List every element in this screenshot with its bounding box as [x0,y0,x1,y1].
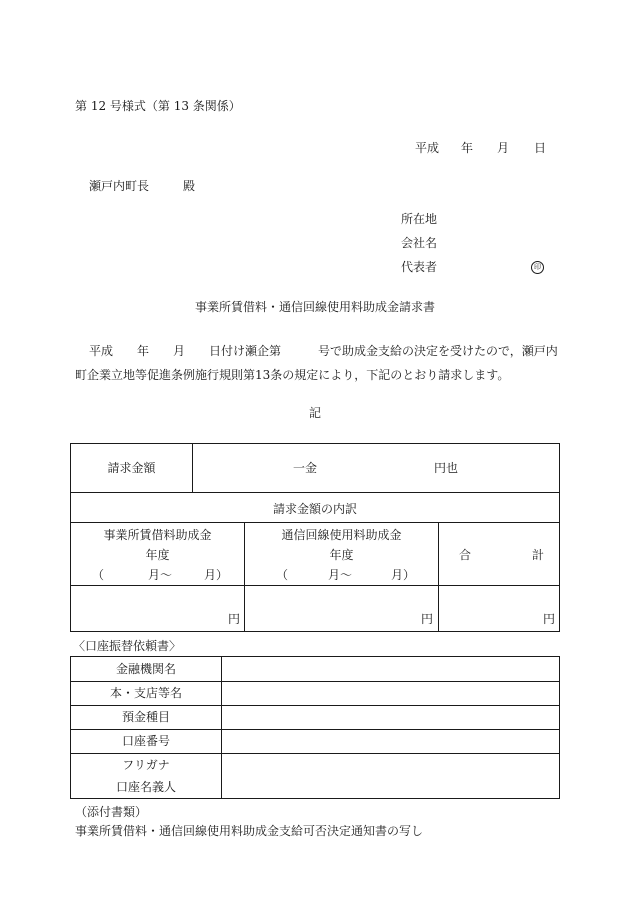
amount-prefix: 一金 [293,461,318,475]
document-title: 事業所賃借料・通信回線使用料助成金請求書 [194,300,435,314]
table-rule [221,657,222,798]
col1-title: 事業所賃借料助成金 [103,528,212,542]
table-rule [71,492,559,493]
address-label: 所在地 [401,212,438,226]
col2-month-to: 月） [391,568,416,582]
company-label: 会社名 [401,236,438,250]
deposit-type-label: 預金種目 [121,710,170,724]
col2-yen: 円 [421,612,434,626]
date-era: 平成 [415,141,440,155]
col2-open-paren: （ [276,568,289,582]
col1-year: 年度 [145,548,170,562]
table-rule [71,729,559,730]
col2-year: 年度 [329,548,354,562]
amount-suffix: 円也 [434,461,459,475]
body-line-2: 町企業立地等促進条例施行規則第13条の規定により，下記のとおり請求します。 [75,368,510,382]
date-month: 月 [497,141,510,155]
col1-month-to: 月） [204,568,229,582]
col2-month-from: 月～ [328,568,353,582]
col1-yen: 円 [228,612,241,626]
total-label-b: 計 [532,548,545,562]
body-dated-ref: 日付け瀬企第 [209,344,282,358]
table-rule [71,705,559,706]
account-holder-label: 口座名義人 [115,780,176,794]
furigana-label: フリガナ [122,758,170,772]
table-rule [71,522,559,523]
attachment-item: 事業所賃借料・通信回線使用料助成金支給可否決定通知書の写し [75,824,424,838]
date-day: 日 [534,141,547,155]
account-table [70,656,560,799]
col1-open-paren: （ [92,568,105,582]
col1-month-from: 月～ [148,568,173,582]
breakdown-label: 請求金額の内訳 [272,502,357,516]
addressee-name: 瀬戸内町長 [89,179,150,193]
account-number-label: 口座番号 [121,734,170,748]
table-rule [71,585,559,586]
seal-icon: 印 [531,261,544,274]
body-era: 平成 [89,344,114,358]
seal-mark [531,259,544,275]
attachment-title: （添付書類） [75,805,148,819]
table-rule [71,681,559,682]
addressee-honorific: 殿 [183,179,196,193]
table-rule [438,522,439,631]
total-label-a: 合 [459,548,472,562]
table-rule [192,444,193,492]
bank-name-label: 金融機関名 [115,662,176,676]
account-section-title: 〈口座振替依頼書〉 [73,639,182,653]
col3-yen: 円 [543,612,556,626]
amount-label: 請求金額 [107,461,156,475]
ki-label: 記 [308,406,321,420]
body-year: 年 [137,344,150,358]
table-rule [71,753,559,754]
claim-table [70,443,560,632]
body-number-text: 号で助成金支給の決定を受けたので，瀬戸内 [318,344,558,358]
branch-name-label: 本・支店等名 [109,686,182,700]
col2-title: 通信回線使用料助成金 [281,528,402,542]
representative-label: 代表者 [401,260,438,274]
body-month: 月 [173,344,186,358]
form-number: 第 12 号様式（第 13 条関係） [75,99,241,113]
date-year: 年 [461,141,474,155]
